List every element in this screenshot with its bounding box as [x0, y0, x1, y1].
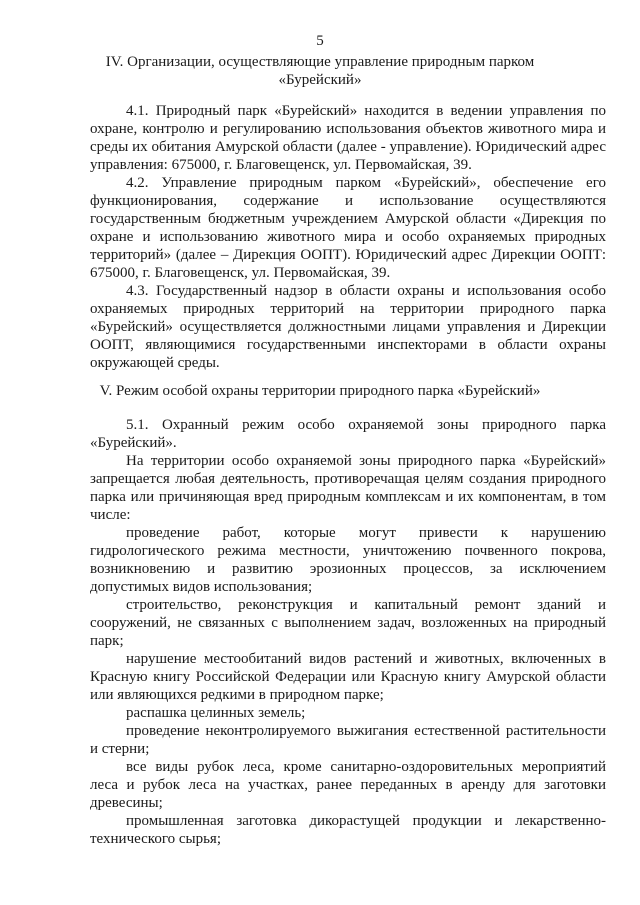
section-4-heading: IV. Организации, осуществляющие управление природным парком «Бурейский»: [105, 54, 535, 88]
list-item-burning: проведение неконтролируемого выжигания естественной растительности и стерни;: [90, 723, 606, 757]
section-4-body: [90, 102, 606, 372]
paragraph-4-3: 4.3. Государственный надзор в области охраны и использования особо охраняемых природных территорий на территории природного парка «Бурейский» осуществляется должностными лицами управления и Дирекции ООПТ, являющимися государственными инспекторами в области охраны окружающей среды.: [90, 283, 606, 371]
list-item-habitats: нарушение местообитаний видов растений и животных, включенных в Красную книгу Российской Федерации или Красную книгу Амурской области или являющихся редкими в природном парке;: [90, 651, 606, 703]
list-item-harvesting: промышленная заготовка дикорастущей продукции и лекарственно-технического сырья;: [90, 813, 606, 847]
list-item-construction: строительство, реконструкция и капитальный ремонт зданий и сооружений, не связанных с выполнением задач, возложенных на природный парк;: [90, 597, 606, 649]
section-5-body: [90, 416, 606, 848]
paragraph-prohibitions-intro: На территории особо охраняемой зоны природного парка «Бурейский» запрещается любая деятельность, противоречащая целям создания природного парка или причиняющая вред природным комплексам и их компонентам, в том числе:: [90, 453, 606, 523]
paragraph-4-1: 4.1. Природный парк «Бурейский» находится в ведении управления по охране, контролю и регулированию использования объектов животного мира и среды их обитания Амурской области (далее - управление). Юридический адрес управления: 675000, г. Благовещенск, ул. Первомайская, 39.: [90, 103, 606, 173]
page-number: 5: [316, 33, 324, 49]
list-item-logging: все виды рубок леса, кроме санитарно-оздоровительных мероприятий леса и рубок леса на участках, ранее переданных в аренду для заготовки древесины;: [90, 759, 606, 811]
paragraph-4-2: 4.2. Управление природным парком «Бурейский», обеспечение его функционирования, содержание и использование осуществляются государственным бюджетным учреждением Амурской области «Дирекция по охране и использованию животного мира и особо охраняемых природных территорий» (далее – Дирекция ООПТ). Юридический адрес Дирекции ООПТ: 675000, г. Благовещенск, ул. Первомайская, 39.: [90, 175, 606, 281]
paragraph-5-1: 5.1. Охранный режим особо охраняемой зоны природного парка «Бурейский».: [90, 417, 606, 451]
section-5-heading: V. Режим особой охраны территории природного парка «Бурейский»: [99, 383, 541, 399]
list-item-plowing: распашка целинных земель;: [126, 705, 306, 721]
list-item-works: проведение работ, которые могут привести к нарушению гидрологического режима местности, уничтожению почвенного покрова, возникновению и развитию эрозионных процессов, за исключением допустимых видов использования;: [90, 525, 606, 595]
